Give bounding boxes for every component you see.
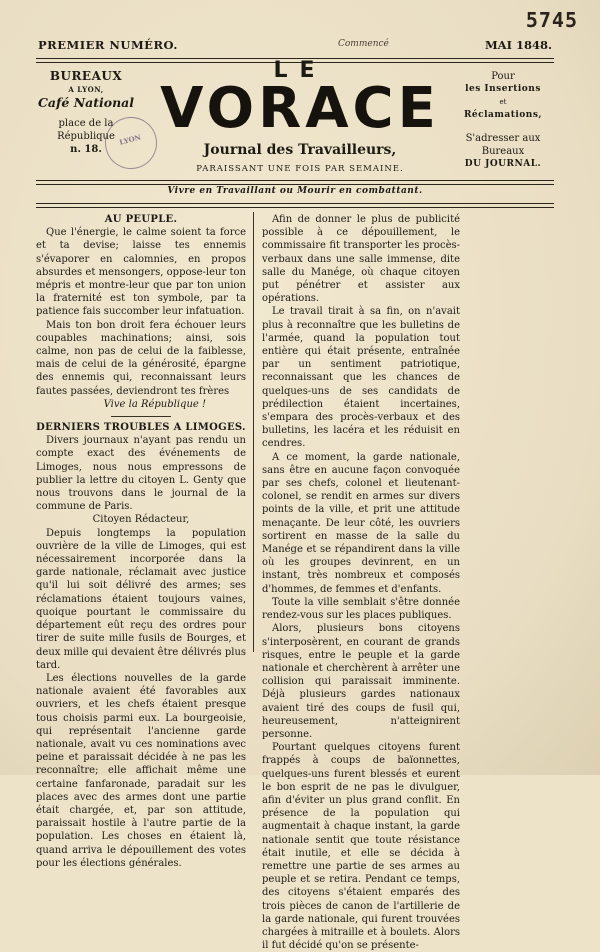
column-divider	[253, 212, 254, 652]
insertions-block	[448, 70, 558, 171]
masthead-title: VORACE	[160, 76, 440, 141]
issue-line	[38, 38, 552, 56]
insertions-line6: DU JOURNAL.	[464, 159, 542, 169]
masthead-article: LE	[273, 58, 327, 83]
paragraph: Les élections nouvelles de la garde nationale avaient été favorables aux ouvriers, et les chefs étaient presque tous choisis parmi eux. La bourgeoisie, qui représentait l'ancienne garde nationale, avait vu ces nominations avec peine et paraissait décidée à ne pas les reconnaître; elle affichait même une certaine fanfaronade, paradait sur les places avec des armes dont une partie était chargée, et, par son attitude, paraissait hostile à l'autre partie de la population. Les choses en étaient là, quand arriva le dépouillement des votes pour les élections générales.	[36, 672, 246, 869]
article-heading-au-peuple: AU PEUPLE.	[104, 214, 178, 225]
paragraph: Mais ton bon droit fera échouer leurs coupables machinations; ainsi, sois calme, non pas de celui de la faiblesse, mais de celui de la générosité, épargne des ennemis qui, reconnaissant leurs fautes passées, deviendront tes frères	[36, 319, 246, 397]
paragraph: Alors, plusieurs bons citoyens s'interposèrent, en courant de grands risques, entre le peuple et la garde nationale et cherchèrent à arrêter une collision qui paraissait imminente. Déjà plusieurs gardes nationaux avaient tiré des coups de fusil qui, heureusement, n'atteignirent personne.	[262, 623, 460, 740]
office-street: place de la République	[57, 118, 115, 142]
shelfmark-number: 5745	[525, 8, 578, 32]
article-heading-limoges: DERNIERS TROUBLES A LIMOGES.	[36, 422, 246, 434]
issue-label: PREMIER NUMÉRO.	[38, 38, 178, 52]
issue-date: MAI 1848.	[484, 38, 552, 52]
insertions-line5: S'adresser aux Bureaux	[465, 133, 541, 157]
paragraph: A ce moment, la garde nationale, sans être en aucune façon convoquée par ses chefs, colonel et lieutenant-colonel, se rendit en armes sur divers points de la ville, et prit une attitude menaçante. De leur côté, les ouvriers sortirent en masse de la salle du Manége et se répandirent dans la ville où les groupes devinrent, en un instant, très nombreux et composés d'hommes, de femmes et d'enfants.	[262, 451, 460, 595]
insertions-line2: les Insertions	[465, 84, 541, 94]
office-label: BUREAUX	[49, 69, 123, 83]
right-column	[262, 213, 460, 952]
paragraph: Divers journaux n'ayant pas rendu un compte exact des événements de Limoges, nous nous empressons de publier la lettre du citoyen L. Genty que nous trouvons dans le journal de la commune de Paris.	[36, 435, 246, 513]
section-divider	[111, 416, 171, 417]
masthead-subtitle: Journal des Travailleurs,	[203, 142, 397, 158]
insertions-line1: Pour	[491, 71, 515, 82]
left-column	[36, 213, 246, 870]
motto-rule	[36, 203, 554, 208]
publication-frequency: PARAISSANT UNE FOIS PAR SEMAINE.	[196, 164, 404, 174]
paragraph: Toute la ville semblait s'être donnée rendez-vous sur les places publiques.	[262, 596, 460, 622]
paragraph: Pourtant quelques citoyens furent frappés à coups de baïonnettes, quelques-uns furent blessés et eurent le bon esprit de ne pas le divulguer, afin d'éviter un plus grand conflit. En présence de la population qui augmentait à chaque instant, la garde nationale sentit que toute résistance était inutile, et elle se décida à remettre une partie de ses armes au peuple et se retira. Pendant ce temps, des citoyens s'étaient emparés des trois pièces de canon de l'artillerie de la garde nationale, qui furent trouvées chargées à mitraille et à boulets. Alors il fut décidé qu'on se présente-	[262, 742, 460, 952]
paragraph: Que l'énergie, le calme soient ta force et ta devise; laisse tes ennemis s'évaporer en calomnies, en propos absurdes et mensongers, oppose-leur ton mépris et montre-leur que par ton union la fraternité est ton symbole, par ta patience fais succomber leur infatuation.	[36, 227, 246, 318]
insertions-line3: et	[499, 98, 507, 106]
paragraph: Depuis longtemps la population ouvrière de la ville de Limoges, qui est nécessairement incorporée dans la garde nationale, réclamait avec justice qu'il lui soit délivré des armes; ses réclamations étaient toujours vaines, quoique pourtant le commissaire du département eût reçu des ordres pour tirer de suite mille fusils de Bourges, et deux mille qui devaient être délivrés plus tard.	[36, 527, 247, 671]
paragraph: Afin de donner le plus de publicité possible à ce dépouillement, le commissaire fit transporter les procès-verbaux dans une salle immense, dite salle du Manége, où chaque citoyen put pénétrer et assister aux opérations.	[262, 214, 460, 305]
library-stamp: LYON	[99, 111, 163, 175]
paragraph: Le travail tirait à sa fin, on n'avait plus à reconnaître que les bulletins de l'armée, quand la population tout entière qui était présente, entraînée par un sentiment patriotique, reconnaissant que les chances de quelques-uns de ses candidats de prédilection étaient incertaines, s'empara des procès-verbaux et des bulletins, les lacéra et les réduisit en cendres.	[262, 306, 460, 450]
masthead-bottom-rule	[36, 180, 554, 185]
handwritten-note: Commencé	[338, 39, 389, 49]
article-closing: Vive la République !	[103, 398, 206, 410]
motto: Vivre en Travaillant ou Mourir en combattant.	[167, 186, 423, 196]
letter-salutation: Citoyen Rédacteur,	[92, 514, 190, 526]
insertions-line4: Réclamations,	[463, 110, 543, 120]
office-number: n. 18.	[70, 144, 102, 155]
office-city: A LYON,	[68, 85, 104, 94]
office-venue: Café National	[37, 95, 135, 110]
